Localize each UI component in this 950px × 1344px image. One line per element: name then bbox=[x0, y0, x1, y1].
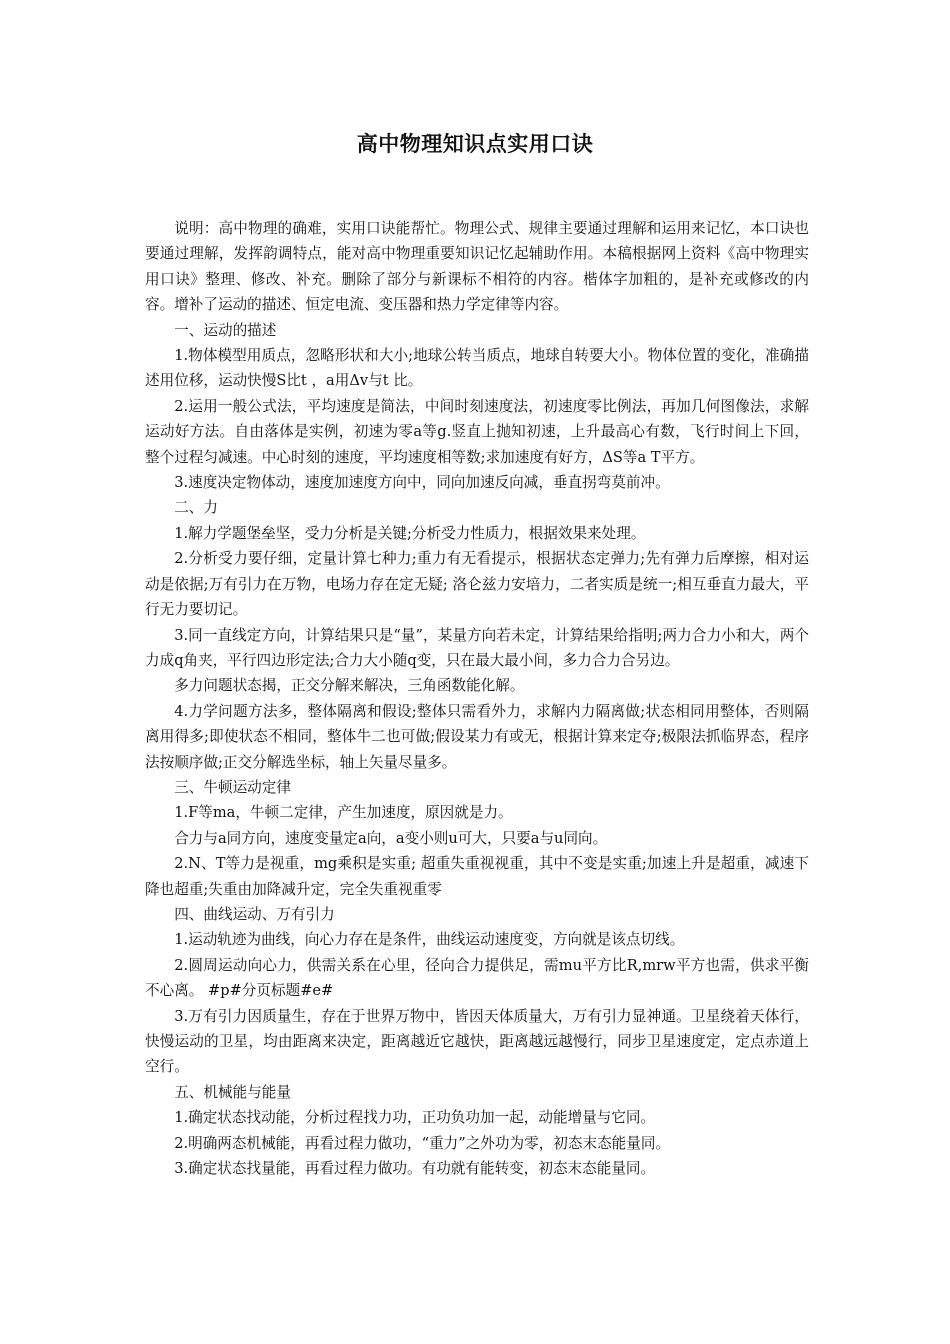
paragraph: 1.物体模型用质点，忽略形状和大小;地球公转当质点，地球自转要大小。物体位置的变化，准确描述用位移，运动快慢S比t ，a用Δv与t 比。 bbox=[145, 347, 809, 390]
document-body bbox=[145, 216, 809, 1181]
paragraph: 3.同一直线定方向，计算结果只是“量”，某量方向若未定，计算结果给指明;两力合力小和大，两个力成q角夹，平行四边形定法;合力大小随q变，只在最大最小间，多力合力合另边。 bbox=[145, 626, 809, 669]
document-title: 高中物理知识点实用口诀 bbox=[356, 131, 594, 156]
paragraph: 3.确定状态找量能，再看过程力做功。有功就有能转变，初态末态能量同。 bbox=[174, 1160, 656, 1178]
paragraph: 2.明确两态机械能，再看过程力做功，“重力”之外功为零，初态末态能量同。 bbox=[174, 1134, 671, 1152]
paragraph: 3.万有引力因质量生，存在于世界万物中，皆因天体质量大，万有引力显神通。卫星绕着天体行，快慢运动的卫星，均由距离来决定，距离越近它越快，距离越远越慢行，同步卫星速度定，定点赤道上空行。 bbox=[145, 1007, 809, 1076]
section-heading: 三、牛顿运动定律 bbox=[174, 778, 291, 796]
paragraph: 1.运动轨迹为曲线，向心力存在是条件，曲线运动速度变，方向就是该点切线。 bbox=[174, 931, 685, 949]
paragraph: 2.圆周运动向心力，供需关系在心里，径向合力提供足，需mu平方比R,mrw平方也需，供求平衡不心离。 #p#分页标题#e# bbox=[145, 956, 809, 1000]
intro-paragraph: 说明：高中物理的确难，实用口诀能帮忙。物理公式、规律主要通过理解和运用来记忆，本口诀也要通过理解，发挥韵调特点，能对高中物理重要知识记忆起辅助作用。本稿根据网上资料《高中物理实用口诀》整理、修改、补充。删除了部分与新课标不相符的内容。楷体字加粗的，是补充或修改的内容。增补了运动的描述、恒定电流、变压器和热力学定律等内容。 bbox=[145, 220, 809, 314]
paragraph: 2.N、T等力是视重，mg乘积是实重; 超重失重视视重，其中不变是实重;加速上升是超重，减速下降也超重;失重由加降减升定，完全失重视重零 bbox=[145, 855, 809, 898]
paragraph: 4.力学问题方法多，整体隔离和假设;整体只需看外力，求解内力隔离做;状态相同用整体，否则隔离用得多;即使状态不相同，整体牛二也可做;假设某力有或无，根据计算来定夺;极限法抓临界态，程序法按顺序做;正交分解选坐标，轴上矢量尽量多。 bbox=[145, 702, 809, 771]
paragraph: 2.分析受力要仔细，定量计算七种力;重力有无看提示，根据状态定弹力;先有弹力后摩擦，相对运动是依据;万有引力在万物，电场力存在定无疑; 洛仑兹力安培力，二者实质是统一;相互垂直力最大，平行无力要切记。 bbox=[145, 550, 809, 619]
section-heading: 二、力 bbox=[174, 499, 218, 517]
paragraph: 多力问题状态揭，正交分解来解决，三角函数能化解。 bbox=[174, 677, 525, 695]
section-heading: 五、机械能与能量 bbox=[174, 1083, 291, 1101]
section-heading: 一、运动的描述 bbox=[174, 321, 277, 339]
paragraph: 合力与a同方向，速度变量定a向，a变小则u可大，只要a与u同向。 bbox=[174, 829, 608, 847]
paragraph: 3.速度决定物体动，速度加速度方向中，同向加速反向减，垂直拐弯莫前冲。 bbox=[174, 474, 670, 492]
paragraph: 1.确定状态找动能，分析过程找力功，正功负功加一起，动能增量与它同。 bbox=[174, 1109, 656, 1127]
paragraph: 1.F等ma，牛顿二定律，产生加速度，原因就是力。 bbox=[174, 804, 513, 822]
paragraph: 1.解力学题堡垒坚，受力分析是关键;分析受力性质力，根据效果来处理。 bbox=[174, 524, 646, 542]
section-heading: 四、曲线运动、万有引力 bbox=[174, 905, 335, 923]
paragraph: 2.运用一般公式法，平均速度是简法，中间时刻速度法，初速度零比例法，再加几何图像法，求解运动好方法。自由落体是实例，初速为零a等g.竖直上抛知初速，上升最高心有数，飞行时间上下回，整个过程匀减速。中心时刻的速度，平均速度相等数;求加速度有好方，ΔS等a T平方。 bbox=[145, 397, 809, 466]
